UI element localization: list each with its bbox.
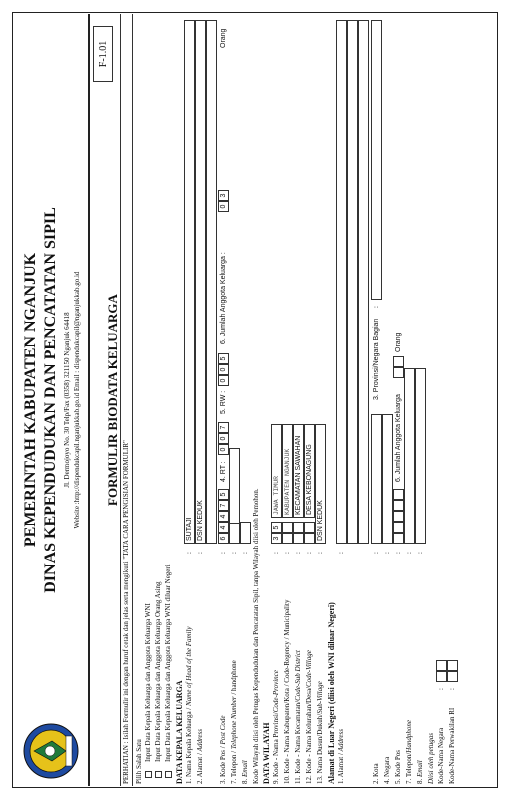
option-foreigner-label: Input Data Kepala Keluarga dan Anggota Keluarga Orang Asing [154, 581, 162, 762]
notice-top-rule [120, 14, 121, 786]
abroad-city-label: 2. Kota [372, 763, 380, 784]
rep-code-cell[interactable] [447, 671, 458, 682]
subdistrict-label-text: 11. Kode - Nama Kecamatan/ [294, 700, 302, 784]
form-title: FORMULIR BIODATA KELUARGA [105, 294, 120, 506]
province-code-digit[interactable]: 5 [271, 522, 282, 533]
org-name-line2: DINAS KEPENDUDUKAN DAN PENCATATAN SIPIL [42, 207, 59, 593]
colon: : [241, 552, 249, 554]
abroad-members-digit[interactable] [393, 356, 404, 367]
rw-digit[interactable]: 0 [218, 364, 229, 375]
head-postcode-label [219, 716, 228, 784]
village-label-text: 12. Kode - Nama Kelurahan/Desa/ [305, 687, 313, 784]
members-label: 6. Jumlah Anggota Keluarga : [220, 252, 227, 344]
notice-bottom-rule [132, 14, 133, 786]
colon: : [416, 552, 424, 554]
head-email-label [241, 760, 250, 784]
rt-digit[interactable]: 7 [218, 422, 229, 433]
option-wni-abroad-checkbox[interactable] [165, 771, 172, 778]
abroad-members-label: 6. Jumlah Anggota Keluarga [395, 394, 402, 482]
abroad-province-field[interactable] [371, 20, 382, 300]
abroad-address-label-text: 1. Alamat / [337, 751, 345, 784]
head-name-label-text: 1. Nama Kepala Keluarga / [185, 705, 193, 784]
head-postcode-label-text: 3. Kode Pos / [219, 744, 227, 784]
abroad-address-field-line2[interactable] [347, 20, 358, 544]
head-of-family-heading: DATA KEPALA KELUARGA [175, 680, 184, 784]
choose-one-heading: Pilih Salah Satu [135, 739, 143, 784]
colon: : [272, 552, 280, 554]
village-label-en: Code-Village [305, 650, 313, 687]
country-code-label: Kode-Nama Negara [437, 727, 445, 784]
colon: : [372, 552, 380, 554]
abroad-address-label-en: Address [337, 729, 345, 752]
abroad-email-label-en: Email [416, 760, 424, 777]
org-address: Jl. Dermojoyo No. 30 Telp/Fax (0358) 321150 Nganjuk 64418 [63, 312, 71, 488]
village-code-digit[interactable] [304, 522, 315, 533]
option-foreigner-checkbox[interactable] [155, 771, 162, 778]
rt-label: 4. RT : [220, 461, 227, 482]
subdistrict-code-digit[interactable] [293, 522, 304, 533]
rw-label: 5. RW : [220, 390, 227, 414]
regency-code-digit[interactable] [282, 533, 293, 544]
members-unit: Orang [220, 28, 227, 48]
subdistrict-label-en: Code-Sub District [294, 650, 302, 701]
village-label [305, 650, 314, 784]
subvillage-value: DSN KEDUK [317, 500, 324, 541]
members-digit[interactable]: 3 [218, 190, 229, 201]
village-name-value: DESA KEBONAGUNG [306, 444, 313, 515]
head-name-label-en: Name of Head of the Family [185, 626, 193, 706]
head-phone-field[interactable] [229, 448, 240, 544]
abroad-email-label [416, 760, 425, 784]
form-code: F-1.01 [98, 40, 109, 68]
rep-code-cell[interactable] [447, 660, 458, 671]
country-code-cell[interactable] [436, 660, 447, 671]
head-name-label [185, 626, 194, 784]
colon: : [337, 552, 345, 554]
notice-text: PERHATIAN : Isilah Formulir ini dengan huruf cetak dan jelas serta mengikuti "TATA CARA PENGISIAN FORMULIR" [122, 440, 130, 784]
colon: : [219, 552, 227, 554]
abroad-phone-field[interactable] [404, 368, 415, 544]
regency-label-text: 10. Kode - Nama Kabupaten/Kota / Code-Regency / Municipality [283, 599, 291, 784]
head-name-field[interactable] [184, 20, 195, 544]
abroad-email-label-text: 8. [416, 777, 424, 784]
abroad-postcode-label: 5. Kode Pos [394, 749, 402, 784]
head-phone-label-tail: / handphone [230, 660, 238, 697]
head-address-label-en: Address [196, 729, 204, 752]
head-postcode-label-en: Post Code [219, 715, 227, 745]
abroad-email-field[interactable] [415, 368, 426, 544]
abroad-postcode-digit[interactable] [393, 489, 404, 500]
head-email-field[interactable] [240, 522, 251, 544]
abroad-address-field-line3[interactable] [358, 20, 369, 544]
head-name-value: SUTAJI [186, 517, 193, 541]
abroad-city-field[interactable] [371, 414, 382, 544]
colon: : [437, 688, 445, 690]
members-digit[interactable]: 0 [218, 201, 229, 212]
head-address-label [196, 729, 205, 784]
region-note: Kode Wilayah diisi oleh Petugas Kependudukan dan Pencatatan Sipil, tanpa Wilayah diisi oleh Pemohon. [252, 488, 260, 784]
rw-digit[interactable]: 0 [218, 375, 229, 386]
abroad-heading: Alamat di Luar Negeri (diisi oleh WNI diluar Negeri) [327, 602, 336, 784]
abroad-postcode-digit[interactable] [393, 500, 404, 511]
option-wni-checkbox[interactable] [145, 771, 152, 778]
rt-digit[interactable]: 0 [218, 444, 229, 455]
regency-label [283, 600, 292, 784]
colon: : [316, 552, 324, 554]
subdistrict-name-value: KECAMATAN SAWAHAN [295, 435, 302, 515]
colon: : [196, 552, 204, 554]
colon: : [185, 552, 193, 554]
postcode-digit[interactable]: 5 [218, 489, 229, 500]
postcode-digit[interactable]: 6 [218, 533, 229, 544]
head-email-label-text: 8. [241, 777, 249, 784]
head-address-label-text: 2. Alamat / [196, 751, 204, 784]
subdistrict-label [294, 650, 303, 784]
colon: : [383, 552, 391, 554]
abroad-phone-label [405, 720, 414, 784]
abroad-country-label: 4. Negara [383, 756, 391, 784]
rep-code-label: Kode-Nama Perwakilan RI [448, 707, 456, 784]
province-label-text: 9. Kode - Nama Provinsi/ [272, 712, 280, 784]
abroad-members-unit: Orang [395, 332, 402, 352]
colon: : [230, 552, 238, 554]
head-phone-label-en: Telephone Number [230, 696, 238, 750]
rt-digit[interactable]: 0 [218, 433, 229, 444]
rw-digit[interactable]: 5 [218, 353, 229, 364]
abroad-postcode-digit[interactable] [393, 522, 404, 533]
abroad-address-field[interactable] [336, 20, 347, 544]
postcode-digit[interactable]: 7 [218, 500, 229, 511]
regency-emblem-logo [22, 722, 80, 780]
org-name-line1: PEMERINTAH KABUPATEN NGANJUK [22, 252, 39, 548]
abroad-postcode-digit[interactable] [393, 511, 404, 522]
colon: : [448, 688, 456, 690]
colon: : [305, 552, 313, 554]
abroad-phone-label-en: Handphone [405, 720, 413, 753]
option-wni-abroad-label: Input Data Kepala Keluarga dan Anggota Keluarga WNI diluar Negeri [164, 564, 172, 762]
abroad-members-digit[interactable] [393, 367, 404, 378]
subvillage-label [316, 681, 325, 784]
colon: : [372, 306, 380, 308]
abroad-address-label [337, 729, 346, 784]
postcode-digit[interactable]: 4 [218, 522, 229, 533]
abroad-province-label: 3. Provinsi/Negara Bagian [373, 318, 380, 400]
officer-note: Diisi oleh petugas [427, 733, 435, 784]
head-email-label-en: Email [241, 760, 249, 777]
region-heading: DATA WILAYAH [262, 722, 271, 784]
option-wni-label: Input Data Kepala Keluarga dan Anggota Keluarga WNI [144, 603, 152, 762]
province-code-digit[interactable]: 3 [271, 533, 282, 544]
head-address-field[interactable] [195, 20, 206, 544]
org-website: Website :http://dispendukcapil.nganjukkab.go.id Email : dispendukcapil@nganjukkab.go.id [73, 271, 81, 529]
head-phone-label-text: 7. Telepon / [230, 749, 238, 784]
regency-code-digit[interactable] [282, 522, 293, 533]
province-label [272, 670, 281, 784]
head-address-field-line2[interactable] [206, 20, 217, 544]
cell-divider [229, 523, 240, 524]
abroad-postcode-digit[interactable] [393, 533, 404, 544]
head-address-value: DSN KEDUK [197, 500, 204, 541]
abroad-country-field[interactable] [382, 414, 393, 544]
colon: : [405, 552, 413, 554]
colon: : [294, 552, 302, 554]
abroad-phone-label-text: 7. Telepon/ [405, 752, 413, 784]
header-divider [88, 14, 90, 786]
subvillage-label-text: 13. Nama Dusun/Dukuh/ [316, 713, 324, 784]
province-label-en: Code-Province [272, 670, 280, 713]
subvillage-label-en: Sub-Village [316, 681, 324, 714]
colon: : [283, 552, 291, 554]
country-code-cell[interactable] [436, 671, 447, 682]
province-name-value: JAWA TIMUR [273, 475, 280, 515]
postcode-digit[interactable]: 4 [218, 511, 229, 522]
village-code-digit[interactable] [304, 533, 315, 544]
head-phone-label [230, 660, 239, 784]
regency-name-value: KABUPATEN NGANJUK [284, 448, 291, 515]
colon: : [394, 552, 402, 554]
subdistrict-code-digit[interactable] [293, 533, 304, 544]
